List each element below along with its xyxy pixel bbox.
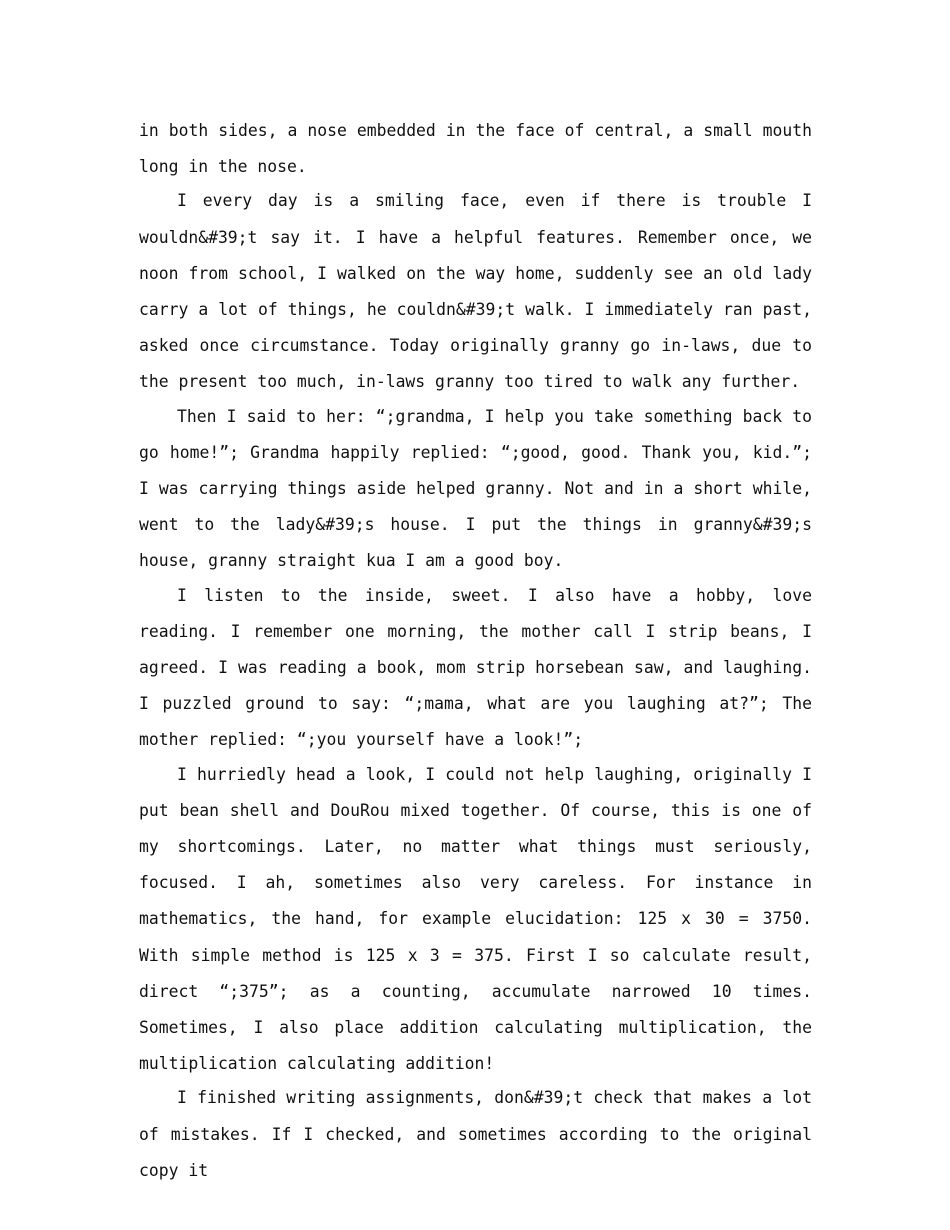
paragraph-reading-hobby: I listen to the inside, sweet. I also have a hobby, love reading. I remember one morning, the mother call I strip beans, I agreed. I was reading a book, mom strip horsebean saw, and laughing. I puzzled ground to say: “;mama, what are you laughing at?”; The mother replied: “;you yourself have a look!”; <box>139 585 812 750</box>
document-body <box>139 113 812 1187</box>
paragraph-assignments: I finished writing assignments, don&#39;t check that makes a lot of mistakes. If I checked, and sometimes according to the original copy it <box>139 1088 812 1180</box>
paragraph-continuation: in both sides, a nose embedded in the face of central, a small mouth long in the nose. <box>139 121 812 177</box>
paragraph-smiling-face: I every day is a smiling face, even if there is trouble I wouldn&#39;t say it. I have a helpful features. Remember once, we noon from school, I walked on the way home, suddenly see an old lady carry a lot of things, he couldn&#39;t walk. I immediately ran past, asked once circumstance. Today originally granny go in-laws, due to the present too much, in-laws granny too tired to walk any further. <box>139 191 812 392</box>
paragraph-helping-granny: Then I said to her: “;grandma, I help you take something back to go home!”; Grandma happily replied: “;good, good. Thank you, kid.”; I was carrying things aside helped granny. Not and in a short while, went to the lady&#39;s house. I put the things in granny&#39;s house, granny straight kua I am a good boy. <box>139 406 812 571</box>
paragraph-careless: I hurriedly head a look, I could not help laughing, originally I put bean shell and DouRou mixed together. Of course, this is one of my shortcomings. Later, no matter what things must seriously, focused. I ah, sometimes also very careless. For instance in mathematics, the hand, for example elucidation: 125 x 30 = 3750. With simple method is 125 x 3 = 375. First I so calculate result, direct “;375”; as a counting, accumulate narrowed 10 times. Sometimes, I also place addition calculating multiplication, the multiplication calculating addition! <box>139 764 812 1074</box>
